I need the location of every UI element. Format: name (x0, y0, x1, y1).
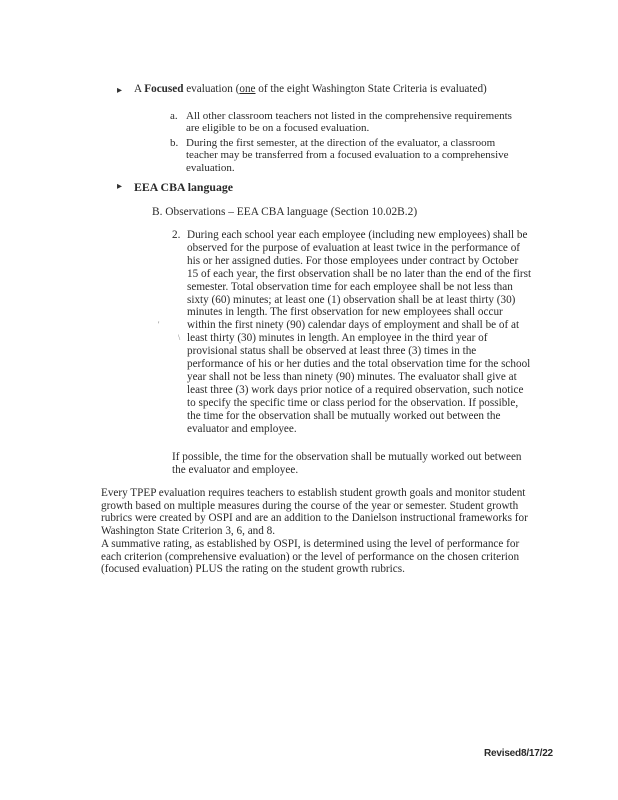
list-item-text: During the first semester, at the direction of the evaluator, a classroom teacher may be transferred from a focused evaluation to a comprehensive evaluation. (186, 136, 509, 174)
focused-bold-word: Focused (144, 83, 184, 95)
scan-mark: \ (178, 333, 181, 342)
clause-text: During each school year each employee (including new employees) shall be observed for the purpose of evaluation at least twice in the performance of his or her assigned duties. For those employees under contract by October 15 of each year, the first observation shall be no later than the end of the first semester. Total observation time for each employee shall be not less than sixty (60) minutes; at least one (1) observation shall be at least thirty (30) minutes in length. The first observation for new employees shall occur within the first ninety (90) calendar days of employment and shall be of at least thirty (30) minutes in length. An employee in the third year of provisional status shall be observed at least three (3) times in the performance of his or her duties and the total observation time for the school year shall not be less than ninety (90) minutes. The evaluator shall give at least three (3) work days prior notice of a required observation, such notice to specify the specific time or class period for the observation. If possible, the time for the observation shall be mutually worked out between the evaluator and employee. (187, 229, 532, 435)
list-item-text: All other classroom teachers not listed in the comprehensive requirements are eligible to be on a focused evaluation. (186, 110, 512, 135)
focused-evaluation-bullet (117, 83, 524, 96)
summative-text: A summative rating, as established by OSPI, is determined using the level of performance for each criterion (comprehensive evaluation) or the level of performance on the chosen criterion (focused evaluation) PLUS the rating on the student growth rubrics. (101, 537, 520, 576)
revision-footer: Revised8/17/22 (484, 748, 553, 759)
tpep-text: Every TPEP evaluation requires teachers to establish student growth goals and monitor student growth based on multiple measures during the course of the year or semester. Student growth rubrics were created by OSPI and are an addition to the Danielson instructional frameworks for Washington State Criterion 3, 6, and 8. (101, 487, 528, 538)
tpep-paragraph (101, 487, 536, 576)
focused-prefix: A (134, 83, 145, 95)
list-letter: b. (170, 136, 179, 149)
list-item (152, 137, 516, 174)
focused-sub-list (152, 110, 516, 176)
observations-heading-text: B. Observations – EEA CBA language (Section 10.02B.2) (152, 206, 418, 218)
possible-paragraph: If possible, the time for the observation shall be mutually worked out between the evaluator and employee. (172, 451, 522, 476)
observation-clause-2 (172, 229, 532, 436)
arrow-bullet-icon: ▸ (117, 85, 123, 96)
eea-cba-bullet (117, 180, 233, 195)
eea-heading: EEA CBA language (134, 180, 233, 194)
clause-number: 2. (172, 229, 181, 241)
list-item (152, 110, 516, 135)
focused-mid: evaluation ( (183, 83, 240, 95)
list-letter: a. (170, 110, 178, 122)
observations-heading (152, 206, 417, 218)
focused-rest: of the eight Washington State Criteria is evaluated) (255, 83, 487, 95)
focused-underlined-word: one (239, 83, 256, 95)
scan-mark: ' (158, 320, 160, 329)
arrow-bullet-icon: ▸ (117, 181, 123, 192)
